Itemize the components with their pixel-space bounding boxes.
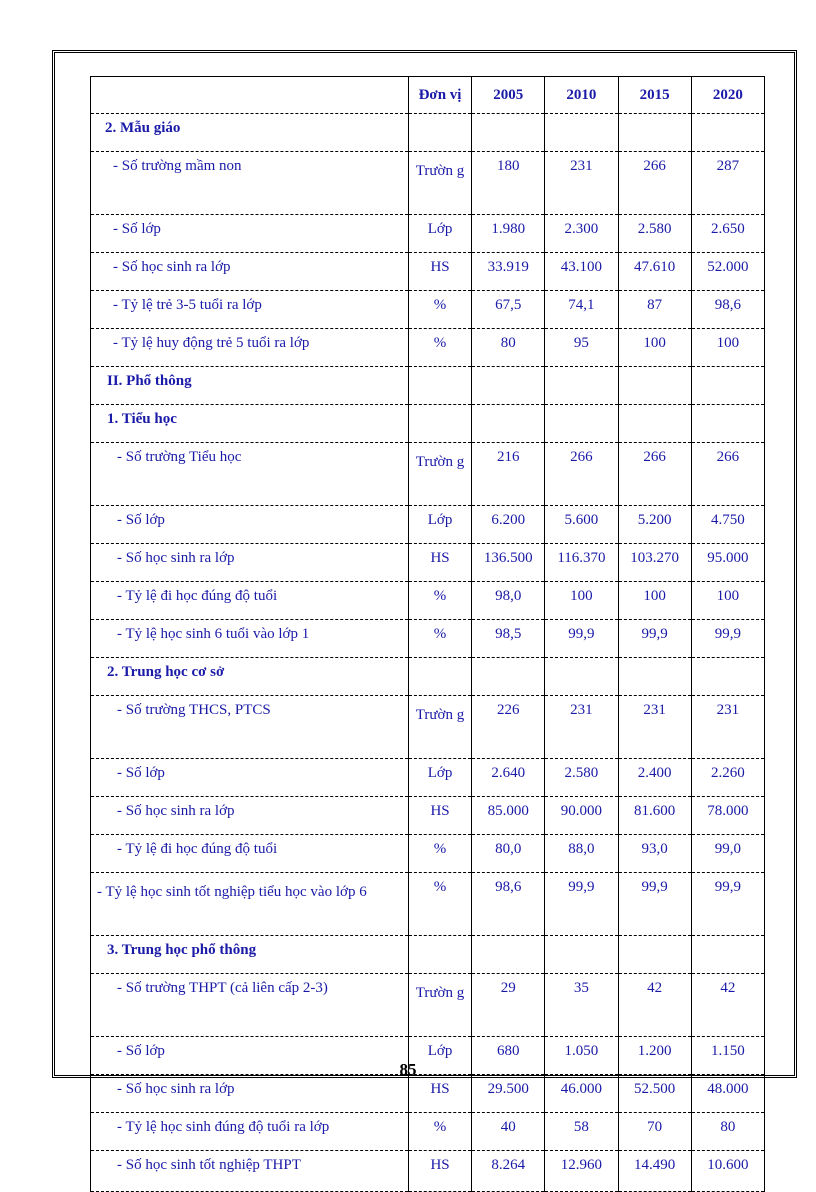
table-row <box>91 544 765 582</box>
section-row <box>91 936 765 974</box>
value-cell: 90.000 <box>545 797 618 835</box>
value-cell: 680 <box>472 1037 545 1075</box>
unit-cell: % <box>408 582 471 620</box>
row-label: - Số lớp <box>91 506 409 544</box>
value-cell: 46.000 <box>545 1075 618 1113</box>
value-cell: 98,6 <box>691 291 764 329</box>
table-row <box>91 1113 765 1151</box>
value-cell: 85.000 <box>472 797 545 835</box>
value-cell: 95 <box>545 329 618 367</box>
value-cell: 6.200 <box>472 506 545 544</box>
row-label: - Số học sinh tốt nghiệp THPT <box>91 1151 409 1192</box>
value-cell: 47.610 <box>618 253 691 291</box>
value-cell <box>545 936 618 974</box>
section-row <box>91 114 765 152</box>
value-cell: 42 <box>618 974 691 1037</box>
row-label: - Số lớp <box>91 215 409 253</box>
row-label: - Tỷ lệ học sinh tốt nghiệp tiểu học vào lớp 6 <box>91 873 409 936</box>
value-cell: 2.580 <box>618 215 691 253</box>
value-cell: 12.960 <box>545 1151 618 1192</box>
value-cell: 33.919 <box>472 253 545 291</box>
value-cell: 35 <box>545 974 618 1037</box>
value-cell: 1.980 <box>472 215 545 253</box>
table-row <box>91 873 765 936</box>
section-heading: 1. Tiểu học <box>91 405 409 443</box>
value-cell: 103.270 <box>618 544 691 582</box>
header-year: 2005 <box>472 77 545 114</box>
table-row <box>91 329 765 367</box>
row-label: - Số học sinh ra lớp <box>91 253 409 291</box>
table-row <box>91 620 765 658</box>
header-year: 2010 <box>545 77 618 114</box>
value-cell: 287 <box>691 152 764 215</box>
value-cell: 2.650 <box>691 215 764 253</box>
value-cell: 226 <box>472 696 545 759</box>
section-heading: 3. Trung học phổ thông <box>91 936 409 974</box>
table-row <box>91 253 765 291</box>
row-label: - Số trường Tiểu học <box>91 443 409 506</box>
value-cell: 95.000 <box>691 544 764 582</box>
value-cell: 8.264 <box>472 1151 545 1192</box>
value-cell: 180 <box>472 152 545 215</box>
value-cell: 231 <box>545 152 618 215</box>
value-cell: 43.100 <box>545 253 618 291</box>
value-cell: 80,0 <box>472 835 545 873</box>
page-number: 85 <box>399 1060 417 1079</box>
section-row <box>91 658 765 696</box>
table-header-row <box>91 77 765 114</box>
value-cell: 266 <box>545 443 618 506</box>
value-cell: 2.400 <box>618 759 691 797</box>
value-cell: 1.050 <box>545 1037 618 1075</box>
unit-cell: Lớp <box>408 215 471 253</box>
section-heading: II. Phổ thông <box>91 367 409 405</box>
table-row <box>91 1075 765 1113</box>
table-row <box>91 835 765 873</box>
value-cell: 216 <box>472 443 545 506</box>
unit-cell: % <box>408 329 471 367</box>
header-unit: Đơn vị <box>408 77 471 114</box>
value-cell <box>545 114 618 152</box>
value-cell <box>691 114 764 152</box>
value-cell <box>472 367 545 405</box>
table-row <box>91 582 765 620</box>
value-cell: 58 <box>545 1113 618 1151</box>
value-cell <box>545 658 618 696</box>
unit-cell: HS <box>408 253 471 291</box>
value-cell: 2.640 <box>472 759 545 797</box>
row-label: - Số trường THPT (cả liên cấp 2-3) <box>91 974 409 1037</box>
value-cell: 2.260 <box>691 759 764 797</box>
value-cell: 2.300 <box>545 215 618 253</box>
value-cell: 67,5 <box>472 291 545 329</box>
table-row <box>91 506 765 544</box>
unit-cell: HS <box>408 797 471 835</box>
table-row <box>91 443 765 506</box>
value-cell: 40 <box>472 1113 545 1151</box>
value-cell: 14.490 <box>618 1151 691 1192</box>
value-cell: 10.600 <box>691 1151 764 1192</box>
unit-cell: Trườn g <box>408 696 471 759</box>
row-label: - Số trường THCS, PTCS <box>91 696 409 759</box>
value-cell: 231 <box>545 696 618 759</box>
table-row <box>91 291 765 329</box>
table-row <box>91 696 765 759</box>
table-row <box>91 1151 765 1192</box>
unit-cell <box>408 114 471 152</box>
unit-cell <box>408 658 471 696</box>
statistics-table <box>90 76 765 1192</box>
value-cell: 52.500 <box>618 1075 691 1113</box>
value-cell: 80 <box>691 1113 764 1151</box>
row-label: - Tỷ lệ học sinh 6 tuổi vào lớp 1 <box>91 620 409 658</box>
section-heading: 2. Mẫu giáo <box>91 114 409 152</box>
unit-cell: Lớp <box>408 759 471 797</box>
value-cell: 48.000 <box>691 1075 764 1113</box>
value-cell: 98,6 <box>472 873 545 936</box>
value-cell: 98,5 <box>472 620 545 658</box>
unit-cell: Trườn g <box>408 443 471 506</box>
section-heading: 2. Trung học cơ sở <box>91 658 409 696</box>
section-row <box>91 405 765 443</box>
value-cell: 266 <box>618 152 691 215</box>
value-cell: 231 <box>691 696 764 759</box>
row-label: - Số lớp <box>91 759 409 797</box>
value-cell: 5.200 <box>618 506 691 544</box>
value-cell: 81.600 <box>618 797 691 835</box>
row-label: - Số lớp <box>91 1037 409 1075</box>
value-cell: 74,1 <box>545 291 618 329</box>
unit-cell: % <box>408 291 471 329</box>
unit-cell: Lớp <box>408 1037 471 1075</box>
header-label-cell <box>91 77 409 114</box>
value-cell: 4.750 <box>691 506 764 544</box>
row-label: - Số học sinh ra lớp <box>91 1075 409 1113</box>
value-cell: 231 <box>618 696 691 759</box>
value-cell: 99,9 <box>618 620 691 658</box>
row-label: - Tỷ lệ đi học đúng độ tuổi <box>91 582 409 620</box>
value-cell: 98,0 <box>472 582 545 620</box>
unit-cell <box>408 367 471 405</box>
unit-cell: Trườn g <box>408 974 471 1037</box>
row-label: - Tỷ lệ huy động trẻ 5 tuổi ra lớp <box>91 329 409 367</box>
value-cell: 88,0 <box>545 835 618 873</box>
unit-cell: % <box>408 620 471 658</box>
value-cell: 52.000 <box>691 253 764 291</box>
row-label: - Tỷ lệ đi học đúng độ tuổi <box>91 835 409 873</box>
value-cell: 99,9 <box>545 873 618 936</box>
value-cell: 93,0 <box>618 835 691 873</box>
unit-cell: % <box>408 873 471 936</box>
value-cell: 1.200 <box>618 1037 691 1075</box>
unit-cell: % <box>408 1113 471 1151</box>
table-row <box>91 797 765 835</box>
value-cell: 42 <box>691 974 764 1037</box>
value-cell <box>472 936 545 974</box>
value-cell: 70 <box>618 1113 691 1151</box>
value-cell: 29.500 <box>472 1075 545 1113</box>
row-label: - Số học sinh ra lớp <box>91 544 409 582</box>
value-cell: 266 <box>618 443 691 506</box>
value-cell: 100 <box>691 582 764 620</box>
value-cell: 100 <box>545 582 618 620</box>
table-row <box>91 759 765 797</box>
value-cell: 99,9 <box>545 620 618 658</box>
unit-cell <box>408 936 471 974</box>
value-cell: 100 <box>618 329 691 367</box>
value-cell <box>618 114 691 152</box>
row-label: - Tỷ lệ học sinh đúng độ tuổi ra lớp <box>91 1113 409 1151</box>
unit-cell: HS <box>408 1075 471 1113</box>
unit-cell: HS <box>408 1151 471 1192</box>
value-cell: 100 <box>691 329 764 367</box>
value-cell <box>691 367 764 405</box>
unit-cell: Trườn g <box>408 152 471 215</box>
table-row <box>91 974 765 1037</box>
value-cell <box>472 114 545 152</box>
row-label: - Số học sinh ra lớp <box>91 797 409 835</box>
unit-cell: % <box>408 835 471 873</box>
value-cell: 99,0 <box>691 835 764 873</box>
value-cell: 99,9 <box>691 873 764 936</box>
section-row <box>91 367 765 405</box>
row-label: - Số trường mầm non <box>91 152 409 215</box>
value-cell: 80 <box>472 329 545 367</box>
value-cell: 99,9 <box>691 620 764 658</box>
value-cell: 29 <box>472 974 545 1037</box>
value-cell: 5.600 <box>545 506 618 544</box>
value-cell <box>618 936 691 974</box>
value-cell <box>472 405 545 443</box>
value-cell <box>545 367 618 405</box>
value-cell: 1.150 <box>691 1037 764 1075</box>
unit-cell: Lớp <box>408 506 471 544</box>
value-cell <box>618 405 691 443</box>
value-cell <box>618 367 691 405</box>
header-year: 2020 <box>691 77 764 114</box>
value-cell: 266 <box>691 443 764 506</box>
value-cell <box>472 658 545 696</box>
value-cell <box>545 405 618 443</box>
value-cell <box>691 405 764 443</box>
value-cell: 99,9 <box>618 873 691 936</box>
value-cell: 87 <box>618 291 691 329</box>
value-cell: 100 <box>618 582 691 620</box>
value-cell <box>691 658 764 696</box>
value-cell: 116.370 <box>545 544 618 582</box>
value-cell: 136.500 <box>472 544 545 582</box>
value-cell: 2.580 <box>545 759 618 797</box>
unit-cell: HS <box>408 544 471 582</box>
row-label: - Tỷ lệ trẻ 3-5 tuổi ra lớp <box>91 291 409 329</box>
table-row <box>91 215 765 253</box>
header-year: 2015 <box>618 77 691 114</box>
value-cell <box>618 658 691 696</box>
value-cell <box>691 936 764 974</box>
value-cell: 78.000 <box>691 797 764 835</box>
table-row <box>91 152 765 215</box>
unit-cell <box>408 405 471 443</box>
